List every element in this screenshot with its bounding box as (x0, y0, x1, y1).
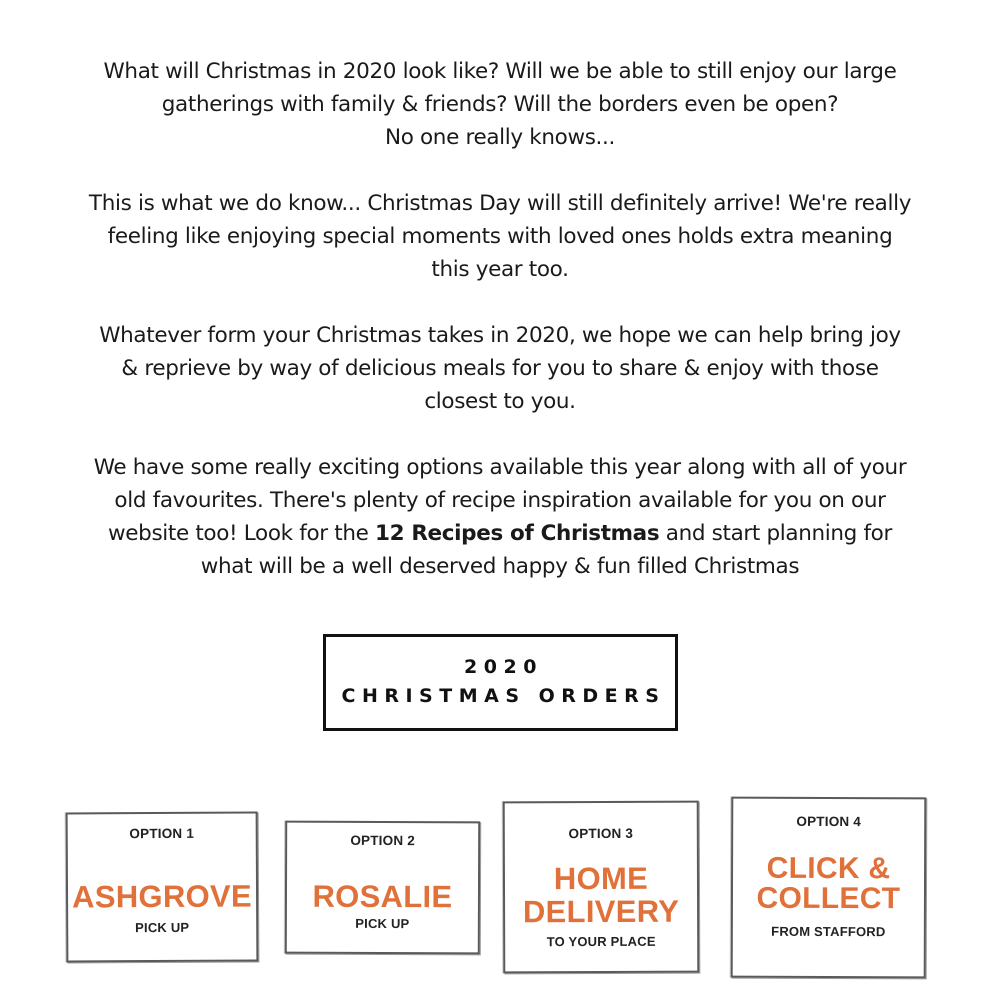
intro-paragraph-1 (60, 55, 940, 154)
text-line: No one really knows... (384, 125, 615, 150)
text-line: what will be a well deserved happy & fun filled Christmas (200, 554, 800, 579)
text-line (60, 517, 940, 550)
title-year: 2020 (464, 656, 543, 678)
option-card-click-collect[interactable] (731, 797, 927, 979)
intro-paragraph-4 (60, 451, 940, 583)
option-method: PICK UP (355, 915, 410, 932)
text-line: this year too. (431, 257, 569, 282)
christmas-orders-title-box (323, 634, 678, 731)
text-line: feeling like enjoying special moments with loved ones holds extra meaning (107, 224, 893, 249)
option-service (733, 851, 924, 916)
recipes-highlight: 12 Recipes of Christmas (374, 521, 660, 546)
text-line: This is what we do know... Christmas Day will still definitely arrive! We're really (88, 191, 912, 216)
text-line: closest to you. (424, 389, 576, 414)
text-line: What will Christmas in 2020 look like? Will we be able to still enjoy our large (103, 59, 897, 84)
intro-text (60, 55, 940, 616)
intro-paragraph-2 (60, 187, 940, 286)
option-card-home-delivery[interactable] (503, 801, 700, 974)
text-line: Whatever form your Christmas takes in 2020, we hope we can help bring joy (99, 323, 901, 348)
option-card-rosalie[interactable] (285, 821, 480, 955)
option-number: OPTION 1 (129, 825, 195, 842)
text-line: & reprieve by way of delicious meals for you to share & enjoy with those (121, 356, 879, 381)
option-method: TO YOUR PLACE (546, 933, 656, 950)
option-card-ashgrove[interactable] (66, 811, 259, 962)
intro-paragraph-3 (60, 319, 940, 418)
service-line: COLLECT (756, 881, 901, 916)
service-line: HOME (553, 860, 649, 897)
option-service (505, 862, 697, 929)
service-line: DELIVERY (522, 893, 680, 930)
option-number: OPTION 3 (568, 825, 634, 842)
option-method: FROM STAFFORD (771, 923, 886, 940)
text-line: old favourites. There's plenty of recipe inspiration available for you on our (114, 488, 886, 513)
text-segment: and start planning for (659, 521, 892, 546)
service-line: CLICK & (766, 851, 891, 886)
option-location: ASHGROVE (72, 878, 253, 915)
text-line: gatherings with family & friends? Will the borders even be open? (161, 92, 839, 117)
text-segment: website too! Look for the (108, 521, 375, 546)
option-location: ROSALIE (312, 878, 453, 915)
text-line: We have some really exciting options available this year along with all of your (93, 455, 907, 480)
option-number: OPTION 2 (350, 832, 416, 849)
option-method: PICK UP (135, 919, 190, 936)
title-heading: CHRISTMAS ORDERS (341, 685, 666, 707)
option-number: OPTION 4 (796, 813, 862, 830)
